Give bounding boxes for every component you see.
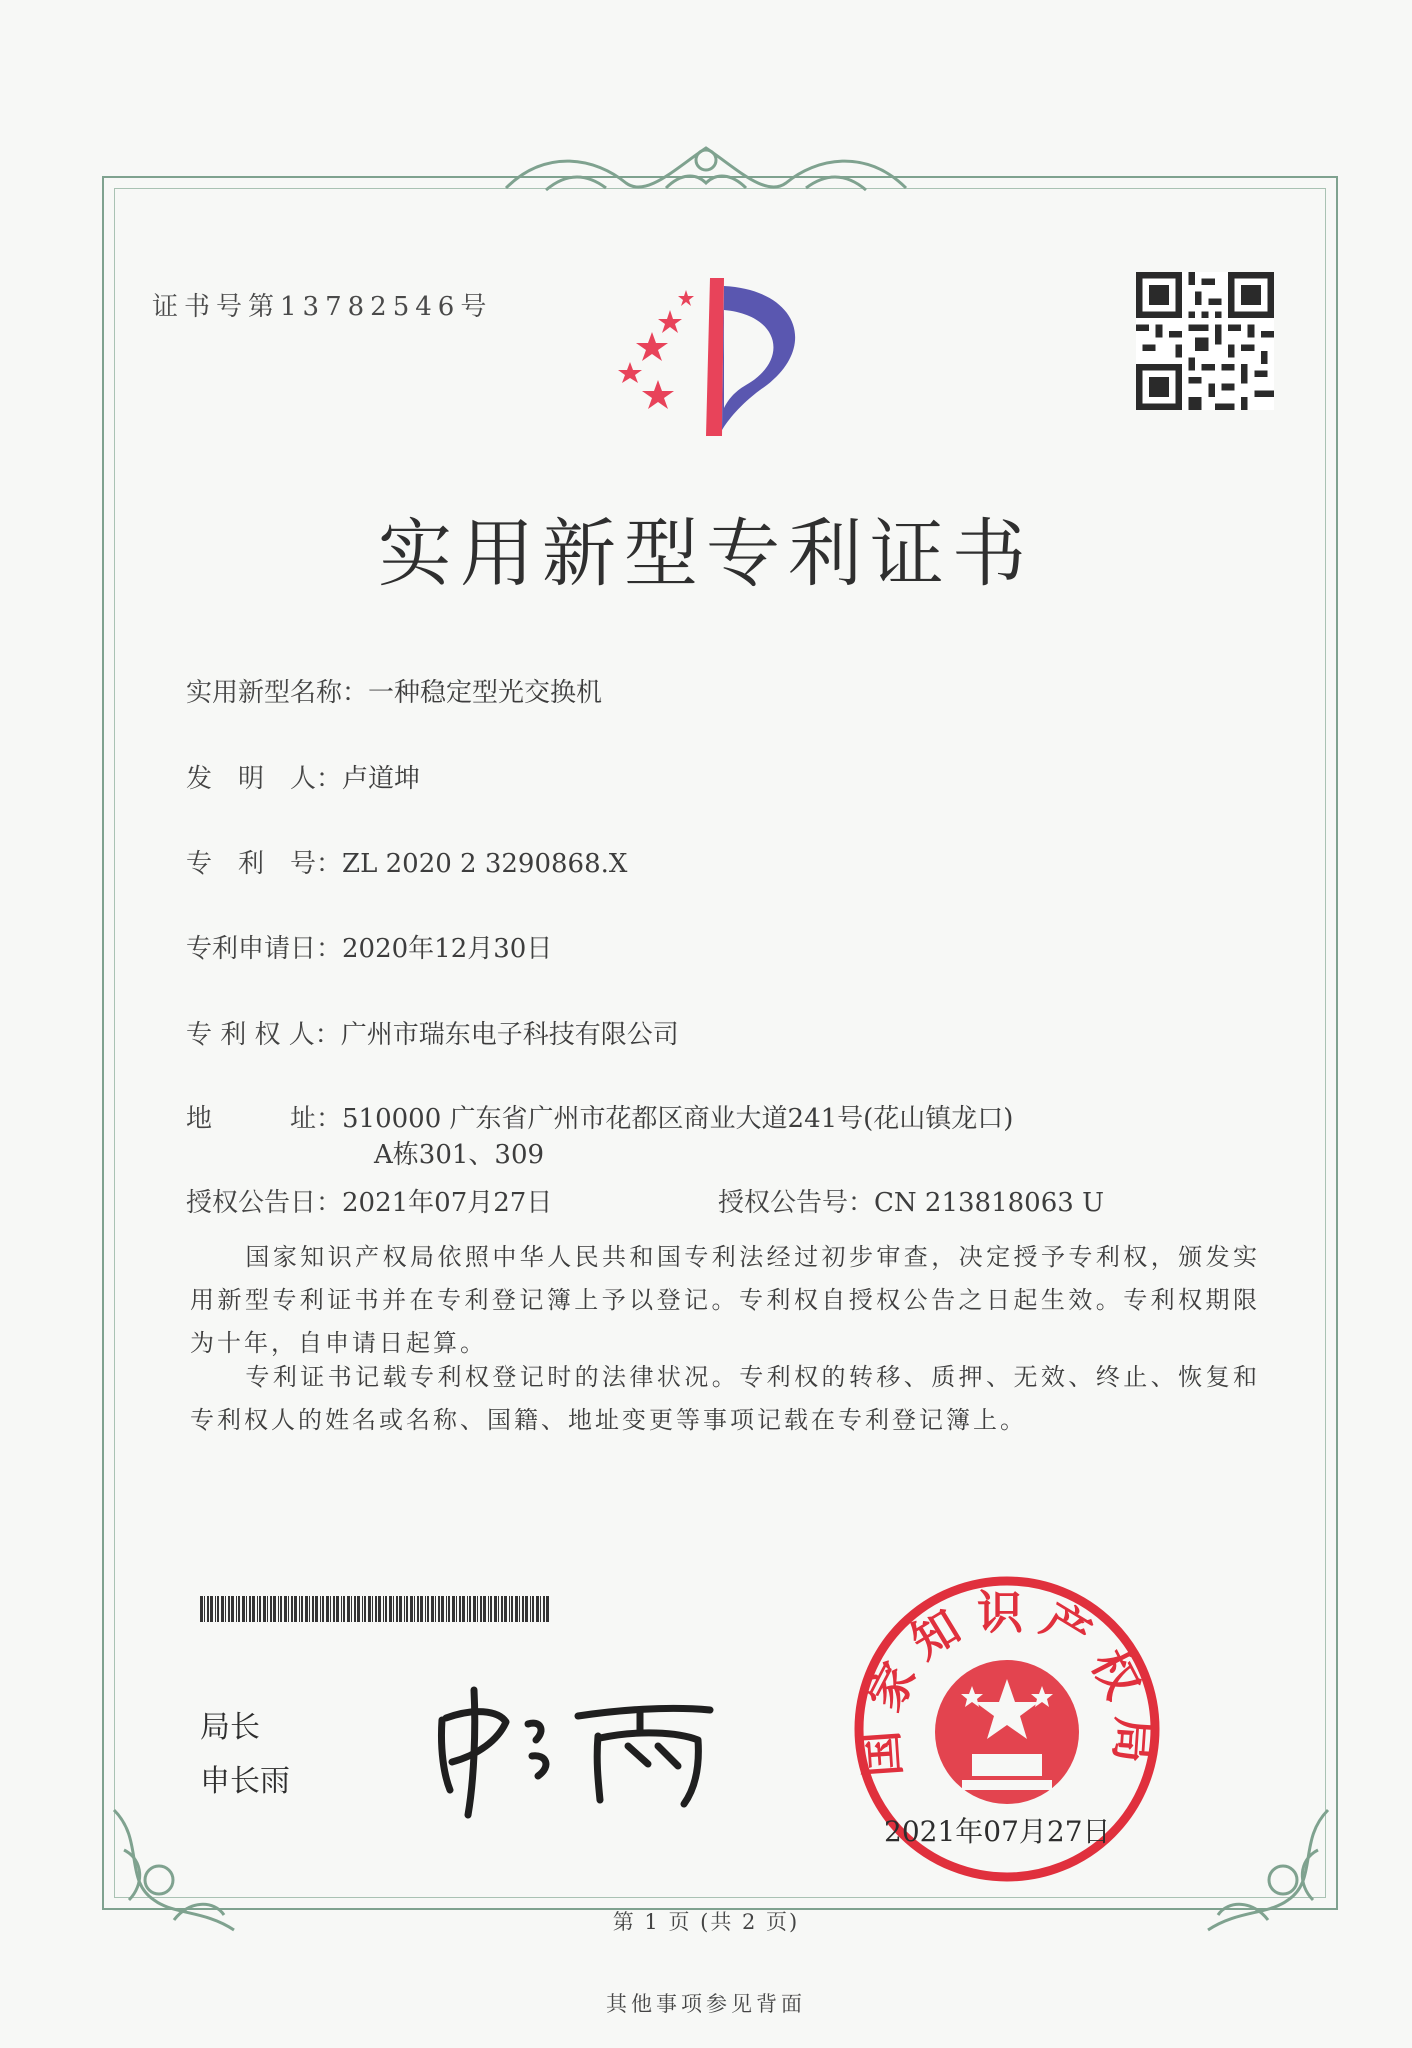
field-label: 专利申请日：: [186, 934, 343, 964]
field-value: 广州市瑞东电子科技有限公司: [340, 1020, 679, 1050]
field-grant-date: [186, 1182, 552, 1219]
legal-paragraph-2: [190, 1356, 1260, 1442]
field-utility-model-name: [186, 672, 602, 709]
field-label: 专 利 号：: [186, 849, 343, 879]
field-value: ZL 2020 2 3290868.X: [342, 849, 628, 879]
patent-office-emblem: [610, 270, 832, 442]
field-label: 专 利 权 人：: [186, 1020, 341, 1050]
back-note: 其他事项参见背面: [606, 1992, 806, 2016]
barcode: [200, 1596, 552, 1622]
top-ornament: [486, 128, 926, 208]
page-number: 第 1 页 (共 2 页): [612, 1910, 800, 1934]
seal-text: 国家知识产权局: [852, 1585, 1162, 1779]
paragraph-text: 国家知识产权局依照中华人民共和国专利法经过初步审查，决定授予专利权，颁发实用新型专利证书并在专利登记簿上予以登记。专利权自授权公告之日起生效。专利权期限为十年，自申请日起算。: [190, 1243, 1260, 1357]
field-label: 地 址：: [186, 1104, 343, 1134]
field-value: 2021年07月27日: [342, 1188, 553, 1218]
field-label: 授权公告日：: [186, 1188, 343, 1218]
paragraph-text: 专利证书记载专利权登记时的法律状况。专利权的转移、质押、无效、终止、恢复和专利权人的姓名或名称、国籍、地址变更等事项记载在专利登记簿上。: [190, 1363, 1260, 1434]
certificate-number: 证书号第13782546号: [152, 292, 493, 322]
field-grant-number: [718, 1182, 1104, 1219]
field-patentee: [186, 1014, 679, 1051]
seal-date: 2021年07月27日: [884, 1815, 1111, 1848]
field-value: CN 213818063 U: [874, 1188, 1104, 1218]
director-title: 局长: [200, 1710, 260, 1745]
director-name: 申长雨: [200, 1764, 290, 1799]
field-value: 一种稳定型光交换机: [368, 678, 603, 708]
field-value: 卢道坤: [342, 764, 421, 794]
field-address: [186, 1098, 1013, 1135]
field-patent-number: [186, 843, 627, 880]
director-signature: [428, 1680, 728, 1820]
legal-paragraph-1: [190, 1236, 1260, 1365]
field-inventor: [186, 758, 420, 795]
qr-code[interactable]: [1134, 272, 1276, 410]
field-value: 2020年12月30日: [342, 934, 553, 964]
field-value: A栋301、309: [374, 1140, 545, 1170]
field-label: 实用新型名称：: [186, 678, 369, 708]
field-address-line2: [374, 1134, 544, 1171]
field-value: 510000 广东省广州市花都区商业大道241号(花山镇龙口): [342, 1104, 1014, 1134]
field-label: 授权公告号：: [718, 1188, 875, 1218]
certificate-title: 实用新型专利证书: [378, 511, 1034, 597]
field-filing-date: [186, 928, 552, 965]
field-label: 发 明 人：: [186, 764, 343, 794]
